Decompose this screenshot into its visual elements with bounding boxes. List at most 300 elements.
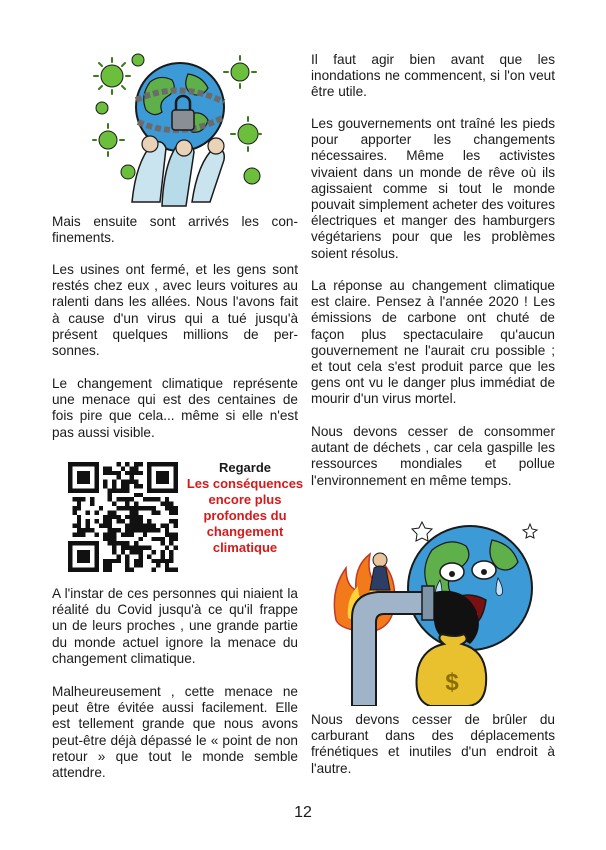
qr-module <box>86 550 90 554</box>
qr-module <box>68 484 72 488</box>
qr-module <box>68 488 72 492</box>
qr-module <box>174 466 178 470</box>
qr-module <box>77 541 81 545</box>
qr-module <box>169 532 173 536</box>
qr-module <box>112 488 116 492</box>
qr-module <box>160 488 164 492</box>
paragraph: Les gouvernements ont traîné les pieds pour apporter les changements nécessaires. Même les activistes vivaient dans un monde de rêve où ils agissaient comme si tout le monde pouvait simplement acheter des voitures électriques et manger des hamburgers végétariens pour que les problèmes soient résolus. <box>311 116 555 261</box>
qr-module <box>165 497 169 501</box>
qr-module <box>160 537 164 541</box>
qr-module <box>174 524 178 528</box>
qr-module <box>174 471 178 475</box>
qr-module <box>68 559 72 563</box>
qr-module <box>77 506 81 510</box>
qr-module <box>68 480 72 484</box>
qr-module <box>103 484 107 488</box>
qr-module <box>156 563 160 567</box>
qr-module <box>125 568 129 572</box>
qr-module <box>121 550 125 554</box>
qr-module <box>77 502 81 506</box>
qr-module <box>121 541 125 545</box>
qr-module <box>165 568 169 572</box>
qr-module <box>81 480 85 484</box>
qr-module <box>165 532 169 536</box>
qr-module <box>134 480 138 484</box>
qr-module <box>169 554 173 558</box>
paragraph: La réponse au changement climatique est claire. Pensez à l'année 2020 ! Les émissions de carbone ont chuté de façon plus spectaculaire qu'aucun gouvernement ne l'aurait cru possible ; et tout cela s'est produit parce que les gens ont vu le danger plus immédiat de mourir d'un virus mortel. <box>311 278 555 407</box>
qr-module <box>116 471 120 475</box>
qr-module <box>72 506 76 510</box>
qr-module <box>138 462 142 466</box>
qr-module <box>138 554 142 558</box>
page-number: 12 <box>294 804 312 821</box>
qr-module <box>156 559 160 563</box>
qr-module <box>143 506 147 510</box>
qr-module <box>77 515 81 519</box>
qr-module <box>125 563 129 567</box>
qr-module <box>108 519 112 523</box>
qr-module <box>81 532 85 536</box>
qr-module <box>86 528 90 532</box>
qr-module <box>72 524 76 528</box>
qr-module <box>94 532 98 536</box>
qr-module <box>68 546 72 550</box>
qr-module <box>94 546 98 550</box>
qr-module <box>147 480 151 484</box>
qr-module <box>156 462 160 466</box>
qr-module <box>77 480 81 484</box>
qr-module <box>103 568 107 572</box>
qr-module <box>103 466 107 470</box>
qr-module <box>77 559 81 563</box>
qr-module <box>130 528 134 532</box>
qr-module <box>174 475 178 479</box>
qr-caption <box>186 460 304 556</box>
qr-module <box>134 493 138 497</box>
qr-module <box>147 466 151 470</box>
qr-module <box>86 559 90 563</box>
qr-module <box>81 497 85 501</box>
qr-module <box>143 528 147 532</box>
qr-module <box>147 554 151 558</box>
qr-module <box>125 462 129 466</box>
qr-module <box>152 462 156 466</box>
qr-module <box>125 484 129 488</box>
qr-module <box>108 563 112 567</box>
qr-module <box>156 510 160 514</box>
qr-module <box>112 532 116 536</box>
qr-module <box>138 519 142 523</box>
qr-module <box>116 541 120 545</box>
qr-module <box>125 515 129 519</box>
qr-module <box>94 484 98 488</box>
qr-module <box>174 537 178 541</box>
qr-module <box>160 541 164 545</box>
qr-module <box>121 506 125 510</box>
qr-caption-heading: Regarde <box>218 460 272 475</box>
qr-module <box>68 541 72 545</box>
qr-module <box>125 471 129 475</box>
qr-module <box>125 506 129 510</box>
qr-module <box>130 480 134 484</box>
qr-module <box>134 502 138 506</box>
qr-module <box>125 528 129 532</box>
qr-module <box>72 532 76 536</box>
qr-module <box>72 488 76 492</box>
qr-module <box>134 546 138 550</box>
qr-module <box>169 510 173 514</box>
qr-module <box>90 462 94 466</box>
qr-module <box>112 559 116 563</box>
qr-module <box>134 528 138 532</box>
qr-module <box>134 515 138 519</box>
qr-module <box>103 532 107 536</box>
qr-module <box>130 466 134 470</box>
qr-module <box>156 475 160 479</box>
qr-module <box>68 550 72 554</box>
qr-module <box>94 559 98 563</box>
qr-module <box>130 546 134 550</box>
qr-module <box>169 568 173 572</box>
qr-module <box>147 462 151 466</box>
qr-module <box>125 532 129 536</box>
qr-module <box>125 541 129 545</box>
qr-module <box>156 480 160 484</box>
dollar-sign-icon: $ <box>445 669 459 696</box>
qr-module <box>77 532 81 536</box>
qr-module <box>68 568 72 572</box>
qr-module <box>174 506 178 510</box>
qr-module <box>130 550 134 554</box>
qr-module <box>143 532 147 536</box>
qr-module <box>147 528 151 532</box>
qr-module <box>103 537 107 541</box>
qr-module <box>138 493 142 497</box>
qr-module <box>90 541 94 545</box>
qr-module <box>130 510 134 514</box>
qr-module <box>169 541 173 545</box>
qr-module <box>72 497 76 501</box>
qr-caption-link[interactable]: Les conséquences encore plus profondes du changement climatique <box>186 476 304 555</box>
qr-module <box>121 519 125 523</box>
qr-module <box>125 524 129 528</box>
qr-module <box>152 497 156 501</box>
qr-module <box>169 537 173 541</box>
qr-module <box>125 502 129 506</box>
qr-module <box>86 480 90 484</box>
qr-module <box>169 519 173 523</box>
qr-module <box>130 524 134 528</box>
qr-module <box>121 466 125 470</box>
qr-module <box>72 462 76 466</box>
qr-module <box>103 559 107 563</box>
qr-module <box>138 506 142 510</box>
qr-module <box>125 546 129 550</box>
qr-code[interactable] <box>68 462 178 572</box>
qr-module <box>112 510 116 514</box>
qr-module <box>81 554 85 558</box>
qr-module <box>134 524 138 528</box>
qr-module <box>108 532 112 536</box>
qr-module <box>72 541 76 545</box>
qr-module <box>121 480 125 484</box>
qr-module <box>94 563 98 567</box>
qr-module <box>174 546 178 550</box>
qr-module <box>165 506 169 510</box>
qr-module <box>94 554 98 558</box>
qr-module <box>108 528 112 532</box>
qr-module <box>152 510 156 514</box>
qr-module <box>130 497 134 501</box>
qr-module <box>94 488 98 492</box>
qr-module <box>108 488 112 492</box>
qr-module <box>143 524 147 528</box>
qr-module <box>77 519 81 523</box>
qr-module <box>68 471 72 475</box>
qr-module <box>90 488 94 492</box>
qr-module <box>156 537 160 541</box>
qr-module <box>112 471 116 475</box>
qr-module <box>152 559 156 563</box>
qr-module <box>165 480 169 484</box>
qr-module <box>169 559 173 563</box>
qr-module <box>152 506 156 510</box>
qr-module <box>77 524 81 528</box>
qr-module <box>130 568 134 572</box>
qr-module <box>138 537 142 541</box>
qr-module <box>134 510 138 514</box>
qr-module <box>81 559 85 563</box>
qr-module <box>121 497 125 501</box>
qr-module <box>86 462 90 466</box>
qr-module <box>103 471 107 475</box>
qr-module <box>143 497 147 501</box>
paragraph: Il faut agir bien avant que les inondations ne commencent, si l'on veut être utile. <box>311 52 555 100</box>
qr-module <box>130 475 134 479</box>
qr-module <box>169 506 173 510</box>
qr-module <box>68 466 72 470</box>
qr-module <box>147 506 151 510</box>
qr-module <box>90 568 94 572</box>
qr-module <box>86 475 90 479</box>
qr-module <box>125 554 129 558</box>
qr-module <box>68 563 72 567</box>
qr-module <box>77 554 81 558</box>
qr-module <box>116 528 120 532</box>
qr-module <box>94 471 98 475</box>
qr-module <box>86 568 90 572</box>
qr-module <box>99 524 103 528</box>
qr-block <box>52 458 304 578</box>
qr-module <box>152 524 156 528</box>
qr-module <box>147 484 151 488</box>
qr-module <box>147 524 151 528</box>
qr-module <box>134 466 138 470</box>
qr-module <box>165 559 169 563</box>
qr-module <box>147 471 151 475</box>
qr-module <box>165 488 169 492</box>
qr-module <box>165 563 169 567</box>
qr-module <box>165 524 169 528</box>
qr-module <box>160 480 164 484</box>
qr-module <box>130 515 134 519</box>
qr-module <box>86 488 90 492</box>
qr-module <box>160 462 164 466</box>
globe-chained-virus-illustration <box>92 52 262 210</box>
qr-module <box>77 475 81 479</box>
qr-module <box>90 528 94 532</box>
qr-module <box>169 488 173 492</box>
qr-module <box>86 471 90 475</box>
qr-module <box>77 528 81 532</box>
qr-module <box>174 532 178 536</box>
qr-module <box>86 554 90 558</box>
qr-module <box>174 480 178 484</box>
paragraph: Mais ensuite sont arrivés les con-finements. <box>52 214 298 246</box>
qr-module <box>134 506 138 510</box>
qr-module <box>138 524 142 528</box>
qr-module <box>77 568 81 572</box>
qr-module <box>112 502 116 506</box>
qr-module <box>138 550 142 554</box>
qr-module <box>160 559 164 563</box>
qr-module <box>68 475 72 479</box>
qr-module <box>116 475 120 479</box>
qr-module <box>165 528 169 532</box>
qr-module <box>112 537 116 541</box>
qr-module <box>156 488 160 492</box>
qr-module <box>108 541 112 545</box>
paragraph: Nous devons cesser de consommer autant de déchets , car cela gaspille les ressources mondiales et pollue l'environnement en même temps. <box>311 424 555 488</box>
crying-globe-oil-money-illustration <box>322 510 554 706</box>
qr-module <box>130 532 134 536</box>
qr-module <box>99 506 103 510</box>
qr-module <box>121 484 125 488</box>
qr-module <box>108 466 112 470</box>
qr-module <box>121 488 125 492</box>
qr-module <box>112 528 116 532</box>
qr-module <box>138 528 142 532</box>
qr-module <box>130 471 134 475</box>
qr-module <box>165 462 169 466</box>
qr-module <box>86 524 90 528</box>
qr-module <box>156 497 160 501</box>
qr-module <box>174 510 178 514</box>
qr-module <box>160 554 164 558</box>
qr-module <box>116 519 120 523</box>
qr-module <box>160 502 164 506</box>
qr-module <box>68 554 72 558</box>
qr-module <box>77 471 81 475</box>
qr-module <box>77 550 81 554</box>
qr-module <box>138 471 142 475</box>
qr-module <box>112 550 116 554</box>
qr-module <box>165 471 169 475</box>
qr-module <box>138 515 142 519</box>
qr-module <box>108 537 112 541</box>
qr-module <box>174 488 178 492</box>
qr-module <box>165 546 169 550</box>
qr-module <box>108 568 112 572</box>
qr-module <box>165 502 169 506</box>
qr-module <box>174 519 178 523</box>
paragraph: Malheureusement , cette menace ne peut être évitée aussi facilement. Elle est tellement grande que nous avons peut-être déjà dépassé le « point de non retour » que tout le monde semble attendre. <box>52 684 298 781</box>
qr-module <box>156 471 160 475</box>
qr-module <box>77 488 81 492</box>
qr-module <box>86 541 90 545</box>
qr-module <box>125 559 129 563</box>
qr-module <box>169 462 173 466</box>
qr-module <box>112 541 116 545</box>
qr-module <box>169 550 173 554</box>
qr-module <box>152 528 156 532</box>
qr-module <box>81 541 85 545</box>
qr-module <box>134 559 138 563</box>
qr-module <box>112 546 116 550</box>
qr-module <box>112 484 116 488</box>
qr-module <box>160 524 164 528</box>
qr-module <box>94 541 98 545</box>
qr-module <box>147 488 151 492</box>
qr-module <box>108 471 112 475</box>
qr-module <box>103 563 107 567</box>
qr-module <box>152 537 156 541</box>
qr-module <box>147 497 151 501</box>
qr-module <box>90 497 94 501</box>
qr-module <box>94 462 98 466</box>
qr-module <box>108 497 112 501</box>
qr-module <box>160 471 164 475</box>
qr-module <box>134 541 138 545</box>
qr-module <box>108 515 112 519</box>
qr-module <box>130 519 134 523</box>
qr-module <box>125 497 129 501</box>
qr-module <box>116 462 120 466</box>
qr-module <box>112 515 116 519</box>
qr-module <box>81 528 85 532</box>
qr-module <box>121 532 125 536</box>
qr-module <box>138 484 142 488</box>
qr-module <box>81 568 85 572</box>
qr-module <box>147 519 151 523</box>
qr-module <box>108 524 112 528</box>
qr-module <box>86 510 90 514</box>
qr-module <box>174 484 178 488</box>
qr-module <box>116 497 120 501</box>
qr-module <box>103 519 107 523</box>
qr-module <box>152 568 156 572</box>
paragraph: Nous devons cesser de brûler du carburant dans des déplacements frénétiques et inutiles d'un endroit à l'autre. <box>311 712 555 776</box>
qr-module <box>121 546 125 550</box>
qr-module <box>72 568 76 572</box>
qr-module <box>134 519 138 523</box>
qr-module <box>174 568 178 572</box>
qr-module <box>147 475 151 479</box>
qr-module <box>138 546 142 550</box>
qr-module <box>94 519 98 523</box>
qr-module <box>152 550 156 554</box>
qr-module <box>116 515 120 519</box>
qr-module <box>81 471 85 475</box>
qr-module <box>94 475 98 479</box>
qr-module <box>81 462 85 466</box>
qr-module <box>160 550 164 554</box>
qr-module <box>116 554 120 558</box>
qr-module <box>125 480 129 484</box>
qr-module <box>138 559 142 563</box>
qr-module <box>152 488 156 492</box>
qr-module <box>108 510 112 514</box>
